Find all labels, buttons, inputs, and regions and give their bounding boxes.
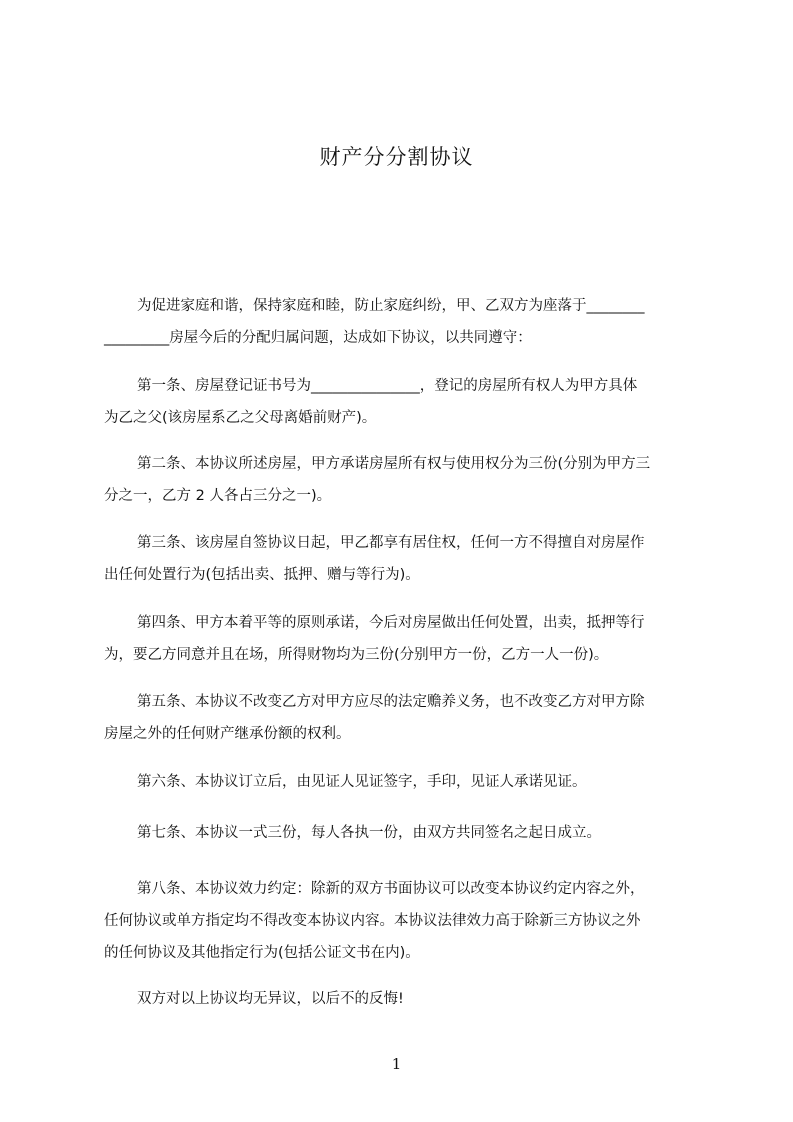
paragraph-line: 第一条、房屋登记证书号为_______________，登记的房屋所有权人为甲方具体: [137, 378, 638, 394]
document-title: 财产分分割协议: [319, 145, 474, 169]
paragraph-line: 双方对以上协议均无异议，以后不的反悔!: [137, 991, 404, 1007]
paragraph-line: 的任何协议及其他指定行为(包括公证文书在内)。: [104, 945, 420, 961]
paragraph-line: 为乙之父(该房屋系乙之父母离婚前财产)。: [104, 410, 377, 426]
paragraph-line: 为促进家庭和谐，保持家庭和睦，防止家庭纠纷，甲、乙双方为座落于________: [137, 298, 645, 314]
paragraph-article-1: [104, 370, 704, 434]
page-number: 1: [391, 1055, 402, 1073]
paragraph-line: 第六条、本协议订立后，由见证人见证签字，手印，见证人承诺见证。: [137, 774, 587, 790]
paragraph-article-4: [104, 607, 704, 671]
paragraph-line: 第二条、本协议所述房屋，甲方承诺房屋所有权与使用权分为三份(分别为甲方三: [137, 456, 651, 472]
paragraph-line: 分之一，乙方 2 人各占三分之一)。: [104, 488, 332, 504]
paragraph-line: 出任何处置行为(包括出卖、抵押、赠与等行为)。: [104, 567, 420, 583]
paragraph-preamble: [104, 290, 704, 354]
paragraph-line: 第八条、本协议效力约定：除新的双方书面协议可以改变本协议约定内容之外，: [137, 881, 645, 897]
paragraph-line: 第四条、甲方本着平等的原则承诺，今后对房屋做出任何处置，出卖，抵押等行: [137, 615, 645, 631]
paragraph-line: 第五条、本协议不改变乙方对甲方应尽的法定赡养义务，也不改变乙方对甲方除: [137, 694, 645, 710]
paragraph-line: 为，要乙方同意并且在场，所得财物均为三份(分别甲方一份，乙方一人一份)。: [104, 647, 609, 663]
paragraph-article-6: [104, 766, 704, 798]
paragraph-line: _________房屋今后的分配归属问题，达成如下协议，以共同遵守：: [104, 330, 532, 346]
paragraph-article-8: [104, 873, 704, 969]
paragraph-closing: [104, 983, 704, 1015]
paragraph-article-5: [104, 686, 704, 750]
paragraph-article-3: [104, 527, 704, 591]
paragraph-article-2: [104, 448, 704, 512]
paragraph-line: 房屋之外的任何财产继承份额的权利。: [104, 726, 351, 742]
paragraph-line: 任何协议或单方指定均不得改变本协议内容。本协议法律效力高于除新三方协议之外: [104, 913, 641, 929]
paragraph-article-7: [104, 817, 704, 849]
paragraph-line: 第三条、该房屋自签协议日起，甲乙都享有居住权，任何一方不得擅自对房屋作: [137, 535, 645, 551]
paragraph-line: 第七条、本协议一式三份，每人各执一份，由双方共同签名之起日成立。: [137, 825, 601, 841]
